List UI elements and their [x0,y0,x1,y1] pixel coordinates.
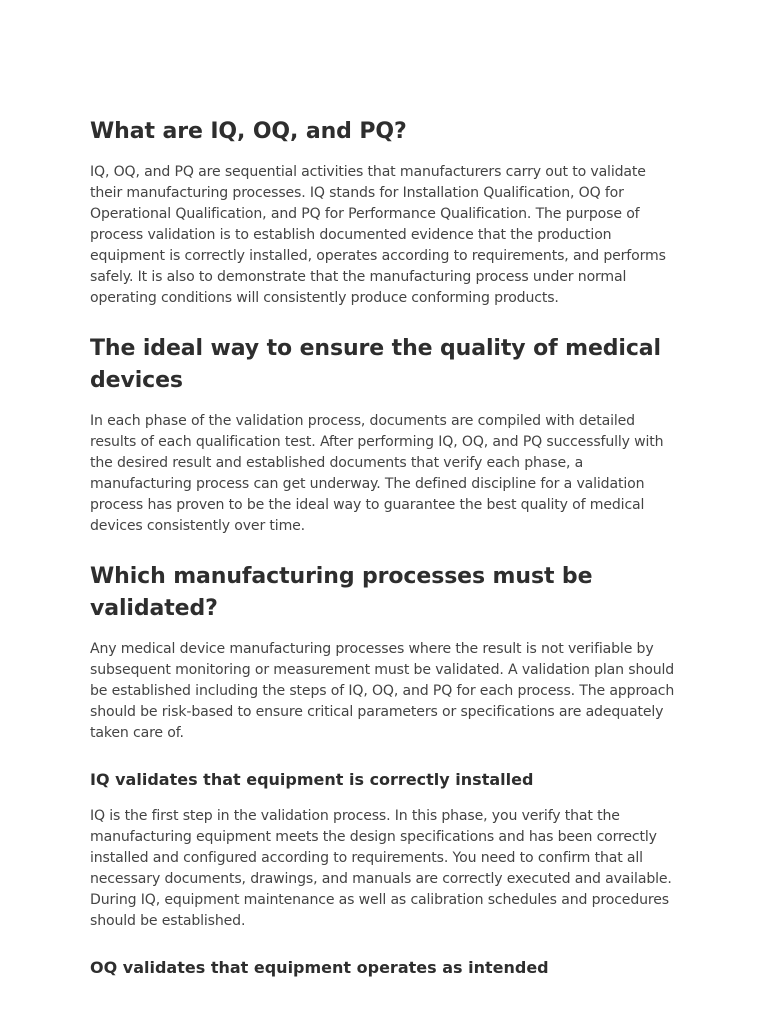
heading-what-are-iq-oq-pq: What are IQ, OQ, and PQ? [90,119,407,144]
heading-oq-validates-operation: OQ validates that equipment operates as intended [90,958,549,977]
paragraph-which-processes-validated: Any medical device manufacturing processes where the result is not verifiable by subsequent monitoring or measurement must be validated. A validation plan should be established including the steps of IQ, OQ, and PQ for each process. The approach should be risk-based to ensure critical parameters or specifications are adequately taken care of. [90,641,675,741]
heading-ideal-way-quality: The ideal way to ensure the quality of medical devices [90,336,661,393]
paragraph-iq-validates-installation: IQ is the first step in the validation process. In this phase, you verify that the manufacturing equipment meets the design specifications and has been correctly installed and configured according to requirements. You need to confirm that all necessary documents, drawings, and manuals are correctly executed and available. During IQ, equipment maintenance as well as calibration schedules and procedures should be established. [90,808,672,929]
paragraph-ideal-way-quality: In each phase of the validation process, documents are compiled with detailed results of each qualification test. After performing IQ, OQ, and PQ successfully with the desired result and established documents that verify each phase, a manufacturing process can get underway. The defined discipline for a validation process has proven to be the ideal way to guarantee the best quality of medical devices consistently over time. [90,413,664,534]
article-content [90,116,682,994]
paragraph-iq-oq-pq-definition: IQ, OQ, and PQ are sequential activities that manufacturers carry out to validate their manufacturing processes. IQ stands for Installation Qualification, OQ for Operational Qualification, and PQ for Performance Qualification. The purpose of process validation is to establish documented evidence that the production equipment is correctly installed, operates according to requirements, and performs safely. It is also to demonstrate that the manufacturing process under normal operating conditions will consistently produce conforming products. [90,164,666,306]
heading-which-processes-validated: Which manufacturing processes must be validated? [90,564,593,621]
heading-iq-validates-installation: IQ validates that equipment is correctly installed [90,770,534,789]
